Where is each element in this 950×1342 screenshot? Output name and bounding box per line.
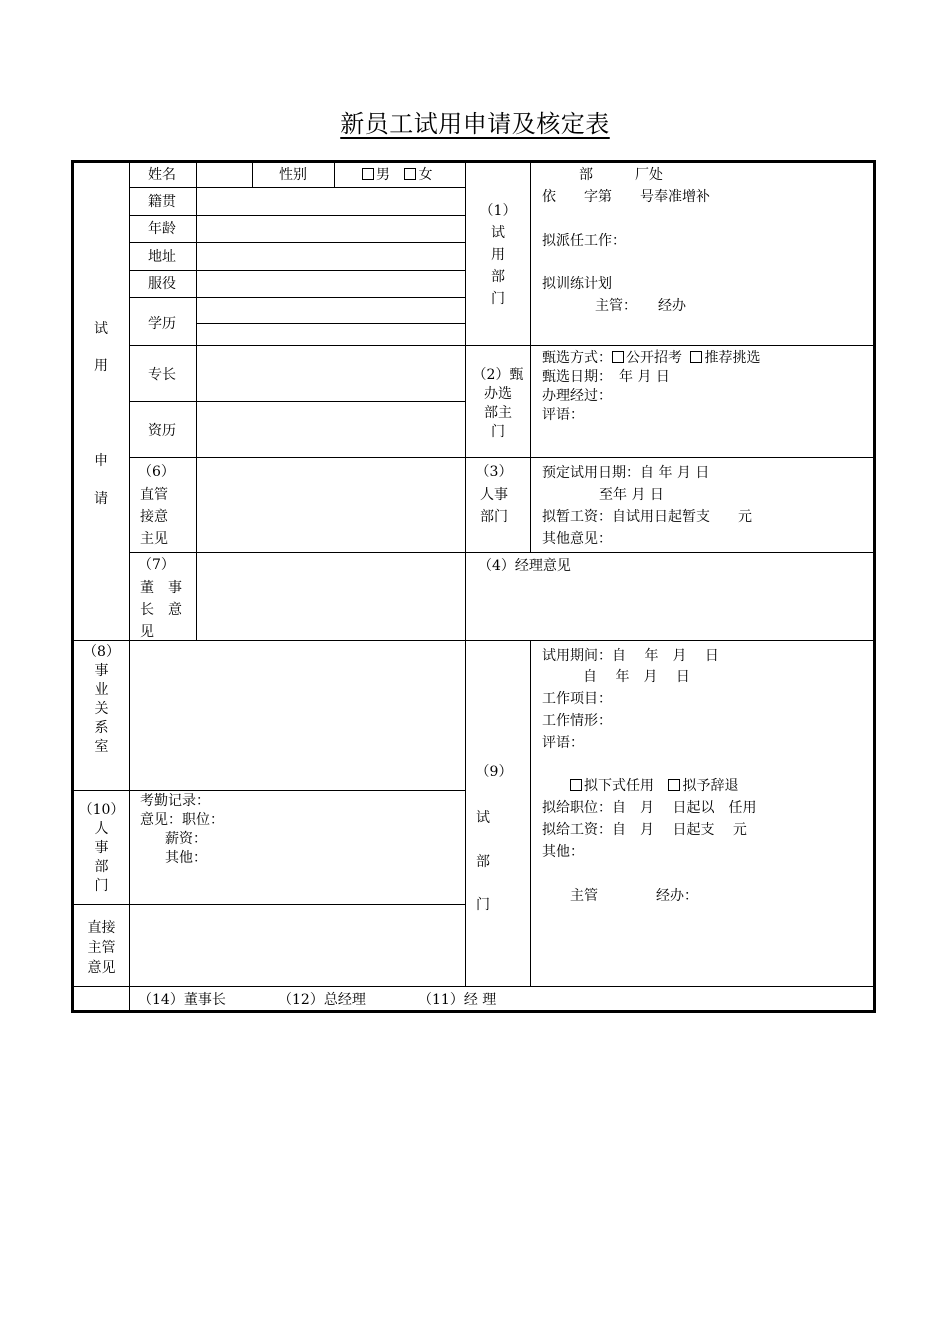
sec9-line-8: 拟给工资：自 月 日起支 元 xyxy=(542,822,747,838)
address-label: 地址 xyxy=(148,249,176,265)
footer-manager: （11）经 理 xyxy=(418,992,497,1008)
dept1-line-4: 拟训练计划 xyxy=(542,276,612,292)
service-label: 服役 xyxy=(148,276,176,292)
footer-general-manager: （12）总经理 xyxy=(278,992,366,1008)
sec3-label-3: 部门 xyxy=(480,509,508,525)
sec10-label-2: 人 xyxy=(94,821,109,837)
dept2-line-4: 评语： xyxy=(542,407,584,423)
formal-hire-label: 拟下式任用 xyxy=(584,778,654,794)
dept2-line-3: 办理经过： xyxy=(542,388,612,404)
dept2-label-3: 部主 xyxy=(484,405,512,421)
sec8-field[interactable] xyxy=(130,641,465,790)
form-border-top xyxy=(71,160,876,163)
footer-chairman: （14）董事长 xyxy=(138,992,226,1008)
sec6-label-3: 接意 xyxy=(140,509,168,525)
recommend-checkbox[interactable] xyxy=(690,351,702,363)
service-field[interactable] xyxy=(197,271,465,297)
sec8-label-4: 关 xyxy=(94,701,109,717)
dept2-label-2: 办选 xyxy=(484,386,512,402)
sec9-line-2: 自 年 月 日 xyxy=(583,669,690,685)
sec10-line-3: 薪资： xyxy=(165,831,207,847)
sec8-label-6: 室 xyxy=(94,739,109,755)
sec3-line-2: 至年 月 日 xyxy=(599,487,664,503)
dept1-line-2: 依 字第 号奉准增补 xyxy=(542,189,710,205)
dept1-label-1: （1） xyxy=(479,203,517,219)
dept1-label-3: 用 xyxy=(491,247,505,263)
sec8-label-2: 事 xyxy=(94,663,109,679)
sec7-label-2: 董 事 xyxy=(140,580,182,596)
sec10-label-4: 部 xyxy=(94,859,109,875)
sec6-label-4: 主见 xyxy=(140,531,168,547)
formal-hire-checkbox[interactable] xyxy=(570,779,582,791)
dept2-label-4: 门 xyxy=(491,424,505,440)
sec6-field[interactable] xyxy=(197,458,465,552)
form-border-right xyxy=(873,160,876,1013)
sec9-line-9: 其他： xyxy=(542,844,584,860)
native-label: 籍贯 xyxy=(148,194,176,210)
sec9-line-1: 试用期间：自 年 月 日 xyxy=(542,648,719,664)
open-exam-label: 公开招考 xyxy=(626,350,682,366)
name-label: 姓名 xyxy=(148,167,176,183)
male-checkbox[interactable] xyxy=(362,168,374,180)
female-checkbox[interactable] xyxy=(404,168,416,180)
gender-label: 性别 xyxy=(279,167,307,183)
native-field[interactable] xyxy=(197,188,465,215)
age-label: 年龄 xyxy=(148,221,176,237)
sec8-label-3: 业 xyxy=(94,682,109,698)
sec9-label-2: 部 xyxy=(476,854,490,870)
experience-field[interactable] xyxy=(197,402,465,457)
gender-options xyxy=(362,164,432,186)
sec6-label-2: 直管 xyxy=(140,487,168,503)
sec4-field[interactable] xyxy=(466,575,873,640)
age-field[interactable] xyxy=(197,216,465,242)
specialty-field[interactable] xyxy=(197,346,465,401)
sec9-label-1: 试 xyxy=(476,810,490,826)
divider xyxy=(129,162,130,1011)
sec7-label-1: （7） xyxy=(138,557,175,573)
sec7-field[interactable] xyxy=(197,553,465,640)
apply-side-label-3: 申 xyxy=(94,453,108,469)
sec9-label-top: （9） xyxy=(475,764,513,780)
divider xyxy=(252,162,253,187)
sec3-label-1: （3） xyxy=(475,464,513,480)
sec10-line-2: 意见：职位： xyxy=(140,812,224,828)
apply-side-label-2: 用 xyxy=(94,358,108,374)
divider xyxy=(530,162,531,552)
divider xyxy=(73,790,465,791)
education-label: 学历 xyxy=(148,316,176,332)
page-title: 新员工试用申请及核定表 xyxy=(340,110,610,138)
experience-label: 资历 xyxy=(148,423,176,439)
specialty-label: 专长 xyxy=(148,367,176,383)
dismiss-label: 拟予辞退 xyxy=(682,778,739,794)
dept1-label-4: 部 xyxy=(491,269,505,285)
dept1-line-3: 拟派任工作： xyxy=(542,233,626,249)
dept1-line-1: 部 厂处 xyxy=(579,167,663,183)
dept2-line-2: 甄选日期： 年 月 日 xyxy=(542,369,670,385)
dismiss-checkbox[interactable] xyxy=(668,779,680,791)
direct-label-3: 意见 xyxy=(87,960,116,976)
sec3-label-2: 人事 xyxy=(480,487,508,503)
direct-label-1: 直接 xyxy=(87,920,116,936)
open-exam-checkbox[interactable] xyxy=(612,351,624,363)
sec10-line-1: 考勤记录： xyxy=(140,793,210,809)
dept2-label-1: （2）甄 xyxy=(472,367,524,383)
male-label: 男 xyxy=(376,167,390,183)
name-field[interactable] xyxy=(197,163,252,187)
sec9-line-7: 拟给职位：自 月 日起以 任用 xyxy=(542,800,757,816)
recommend-label: 推荐挑选 xyxy=(704,350,761,366)
sec9-line-4: 工作情形： xyxy=(542,713,612,729)
sec8-label-1: （8） xyxy=(83,644,120,660)
divider xyxy=(73,986,874,987)
sec7-label-3: 长 意 xyxy=(140,602,182,618)
sec10-label-1: （10） xyxy=(78,802,125,818)
sec10-label-5: 门 xyxy=(94,878,109,894)
education-field[interactable] xyxy=(197,298,465,345)
sec8-label-5: 系 xyxy=(94,720,109,736)
dept1-label-5: 门 xyxy=(491,291,505,307)
sec10-label-3: 事 xyxy=(94,840,109,856)
direct-field[interactable] xyxy=(130,905,465,986)
female-label: 女 xyxy=(418,167,433,183)
sec6-label-1: （6） xyxy=(138,464,175,480)
apply-side-label-4: 请 xyxy=(94,491,108,507)
dept1-line-5: 主管： 经办 xyxy=(595,298,686,314)
sec9-sign-manager: 主管 xyxy=(570,888,598,904)
apply-side-label-1: 试 xyxy=(94,321,108,337)
sec9-sign-clerk: 经办： xyxy=(656,888,698,904)
selection-method-label: 甄选方式： xyxy=(542,350,612,366)
sec10-line-4: 其他： xyxy=(165,850,207,866)
sec9-label-3: 门 xyxy=(476,897,490,913)
divider xyxy=(530,640,531,987)
dept1-label-2: 试 xyxy=(491,225,505,241)
sec3-line-3: 拟暂工资：自试用日起暂支 元 xyxy=(542,509,752,525)
sec3-line-1: 预定试用日期：自 年 月 日 xyxy=(542,465,710,481)
sec3-line-4: 其他意见： xyxy=(542,531,612,547)
address-field[interactable] xyxy=(197,243,465,270)
sec7-label-4: 见 xyxy=(140,624,154,640)
sec9-line-3: 工作项目： xyxy=(542,691,612,707)
sec4-label: （4）经理意见 xyxy=(478,558,571,574)
sec9-line-6 xyxy=(570,775,738,797)
direct-label-2: 主管 xyxy=(87,940,116,956)
divider xyxy=(334,162,335,187)
sec9-line-5: 评语： xyxy=(542,735,584,751)
